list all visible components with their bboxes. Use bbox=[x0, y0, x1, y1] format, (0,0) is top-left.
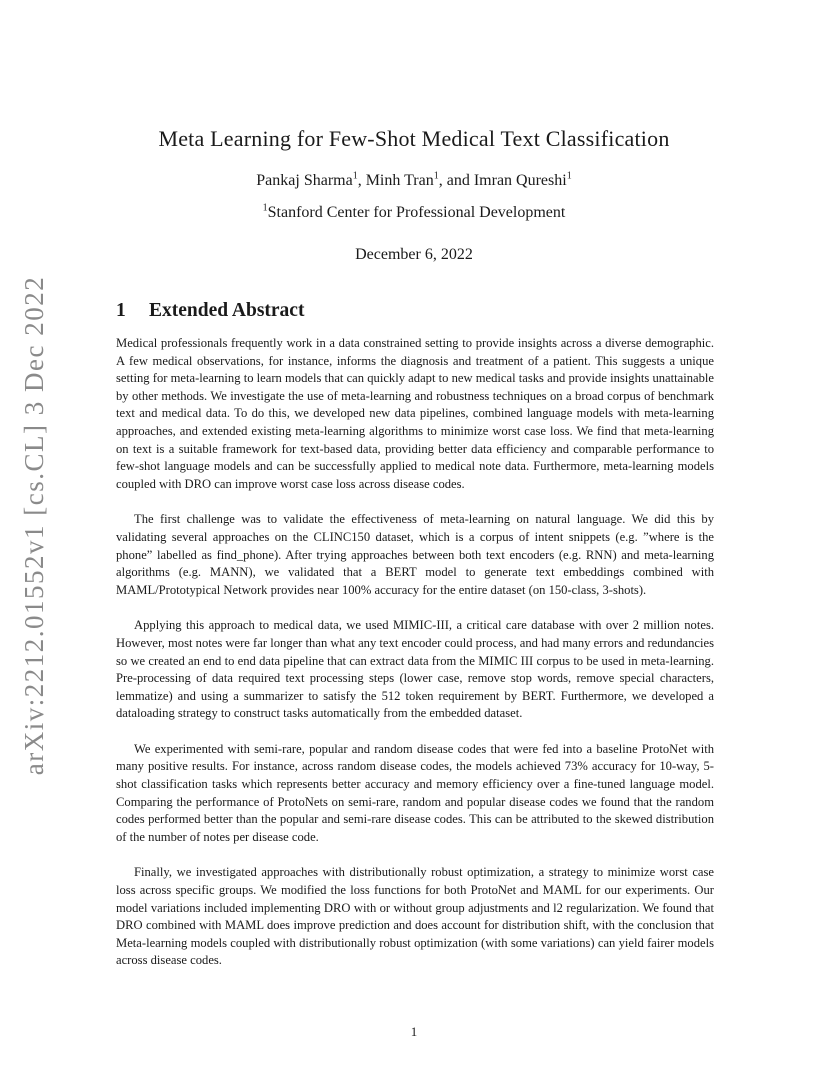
author-name: Pankaj Sharma bbox=[256, 172, 353, 189]
publication-date: December 6, 2022 bbox=[355, 246, 473, 263]
section-title: Extended Abstract bbox=[149, 300, 305, 321]
author-affiliation-marker: 1 bbox=[352, 170, 358, 182]
body-paragraph: Applying this approach to medical data, we used MIMIC-III, a critical care database with over 2 million notes. However, most notes were far longer than what any text encoder could process, and had many errors and redundancies so we created an end to end data pipeline that can extract data from the MIMIC III corpus to be used in meta-learning. Pre-processing of data required text processing steps (lower case, remove stop words, remove special characters, lemmatize) and using a summarizer to satisfy the 512 token requirement by BERT. Furthermore, we developed a dataloading strategy to construct tasks automatically from the embedded dataset. bbox=[116, 618, 714, 721]
author-affiliation-marker: 1 bbox=[566, 170, 572, 182]
body-paragraph: Finally, we investigated approaches with distributionally robust optimization, a strategy to minimize worst case loss across specific groups. We modified the loss functions for both ProtoNet and MAML for our experiments. Our model variations included implementing DRO with or without group adjustments and l2 regularization. We found that DRO combined with MAML does improve prediction and does account for distribution shift, with the conclusion that Meta-learning models coupled with distributionally robust optimization (with some variations) can yield fairer models across disease codes. bbox=[116, 865, 714, 968]
body-paragraph: We experimented with semi-rare, popular and random disease codes that were fed into a baseline ProtoNet with many positive results. For instance, across random disease codes, the models achieved 73% accuracy for 10-way, 5-shot classification tasks which represents better accuracy and memory efficiency over a fine-tuned language model. Comparing the performance of ProtoNets on semi-rare, random and popular disease codes we found that the random codes performed better than the popular and semi-rare disease codes. This can be attributed to the skewed distribution of the number of notes per disease code. bbox=[116, 741, 714, 844]
abstract-body bbox=[116, 335, 714, 988]
body-paragraph: The first challenge was to validate the effectiveness of meta-learning on natural language. We did this by validating several approaches on the CLINC150 dataset, which is a corpus of intent snippets (e.g. ”where is the phone” labelled as find_phone). After trying approaches between both text encoders (e.g. RNN) and meta-learning algorithms (e.g. MANN), we validated that a BERT model to generate text embeddings combined with MAML/Prototypical Network provides near 100% accuracy for the entire dataset (on 150-class, 3-shots). bbox=[116, 512, 714, 597]
author-affiliation-marker: 1 bbox=[433, 170, 439, 182]
paper-title: Meta Learning for Few-Shot Medical Text Classification bbox=[158, 126, 670, 151]
affiliation-marker: 1 bbox=[262, 202, 268, 214]
author-separator: , and bbox=[438, 172, 474, 189]
author-separator: , bbox=[357, 172, 366, 189]
affiliation-text: Stanford Center for Professional Development bbox=[267, 204, 566, 221]
arxiv-identifier-text: arXiv:2212.01552v1 [cs.CL] 3 Dec 2022 bbox=[19, 275, 50, 775]
author-name: Minh Tran bbox=[365, 172, 434, 189]
body-paragraph: Medical professionals frequently work in a data constrained setting to provide insights across a diverse demographic. A few medical observations, for instance, informs the diagnosis and treatment of a patient. This suggests a unique setting for meta-learning to learn models that can quickly adapt to new medical tasks and provide insights unattainable by other methods. We investigate the use of meta-learning and robustness techniques on a broad corpus of benchmark text and medical data. To do this, we developed new data pipelines, combined language models with meta-learning approaches, and extended existing meta-learning algorithms to minimize worst case loss. We find that meta-learning on text is a suitable framework for text-based data, providing better data efficiency and comparable performance to few-shot language models and can be successfully applied to medical note data. Furthermore, meta-learning models coupled with DRO can improve worst case loss across disease codes. bbox=[116, 336, 714, 491]
section-heading bbox=[116, 300, 304, 322]
section-number: 1 bbox=[116, 300, 126, 321]
arxiv-identifier-stamp bbox=[15, 275, 55, 775]
author-list bbox=[0, 172, 828, 190]
author-name: Imran Qureshi bbox=[473, 172, 567, 189]
page-number: 1 bbox=[410, 1024, 418, 1039]
affiliation bbox=[0, 204, 828, 222]
